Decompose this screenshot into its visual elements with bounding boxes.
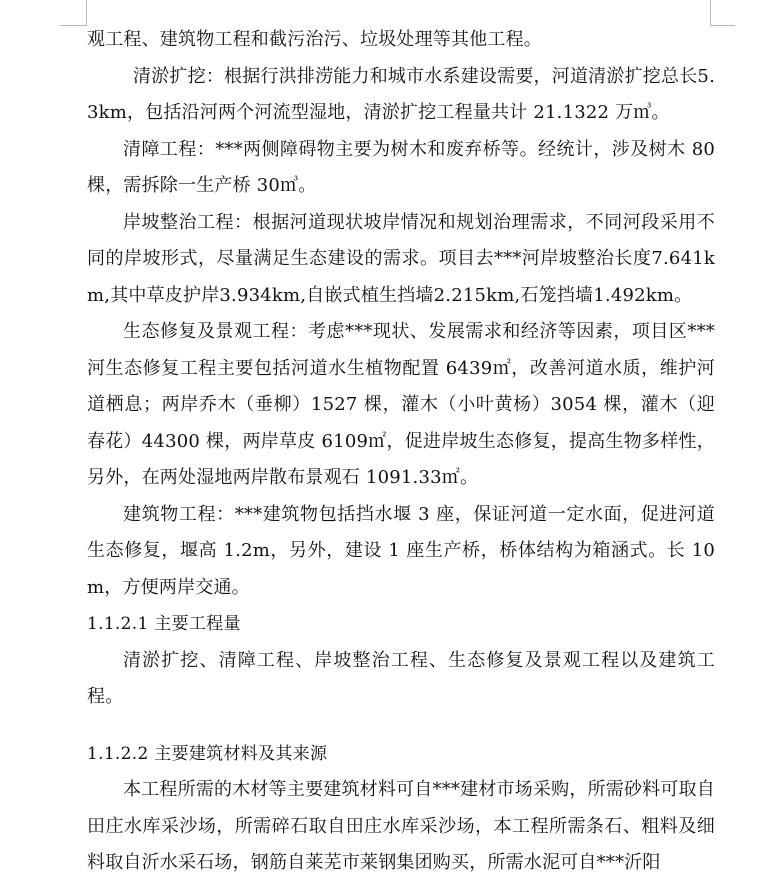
paragraph-structures: 建筑物工程：***建筑物包括挡水堰 3 座，保证河道一定水面，促进河道生态修复，堰高 1.2m，另外，建设 1 座生产桥，桥体结构为箱涵式。长 10m，方便两岸交通。 (87, 503, 715, 598)
paragraph-bank-slope: 岸坡整治工程：根据河道现状坡岸情况和规划治理需求，不同河段采用不同的岸坡形式，尽量满足生态建设的需求。项目去***河岸坡整治长度7.641km,其中草皮护岸3.934km,自嵌式植生挡墙2.215km,石笼挡墙1.492km。 (87, 211, 715, 306)
paragraph-spacing (87, 716, 715, 736)
section-heading-materials: 1.1.2.2 主要建筑材料及其来源 (87, 743, 328, 764)
paragraph-ecological-restoration: 生态修复及景观工程：考虑***现状、发展需求和经济等因素，项目区***河生态修复工程主要包括河道水生植物配置 6439㎡，改善河道水质，维护河道栖息；两岸乔木（垂柳）1527 棵，灌木（小叶黄杨）3054 棵，灌木（迎春花）44300 棵，两岸草皮 6109㎡，促进岸坡生态修复，提高生物多样性，另外，在两处湿地两岸散布景观石 1091.33㎡。 (87, 321, 715, 488)
document-body (87, 22, 715, 882)
section-heading-main-quantities: 1.1.2.1 主要工程量 (87, 614, 241, 634)
paragraph-dredging: 清淤扩挖：根据行洪排涝能力和城市水系建设需要，河道清淤扩挖总长5.3km，包括沿河两个河流型湿地，清淤扩挖工程量共计 21.1322 万㎥。 (87, 65, 715, 123)
paragraph-obstacle-clearing: 清障工程：***两侧障碍物主要为树木和废弃桥等。经统计，涉及树木 80 棵，需拆除一生产桥 30㎥。 (87, 138, 715, 196)
paragraph-main-quantities: 清淤扩挖、清障工程、岸坡整治工程、生态修复及景观工程以及建筑工程。 (87, 649, 715, 707)
paragraph-materials: 本工程所需的木材等主要建筑材料可自***建材市场采购，所需砂料可取自田庄水库采沙场，所需碎石取自田庄水库采沙场，本工程所需条石、粗料及细料取自沂水采石场，钢筋自莱芜市莱钢集团购买，所需水泥可自***沂阳 (87, 779, 715, 873)
crop-mark-left-horizontal (60, 25, 87, 26)
paragraph-continuation: 观工程、建筑物工程和截污治污、垃圾处理等其他工程。 (87, 29, 542, 50)
